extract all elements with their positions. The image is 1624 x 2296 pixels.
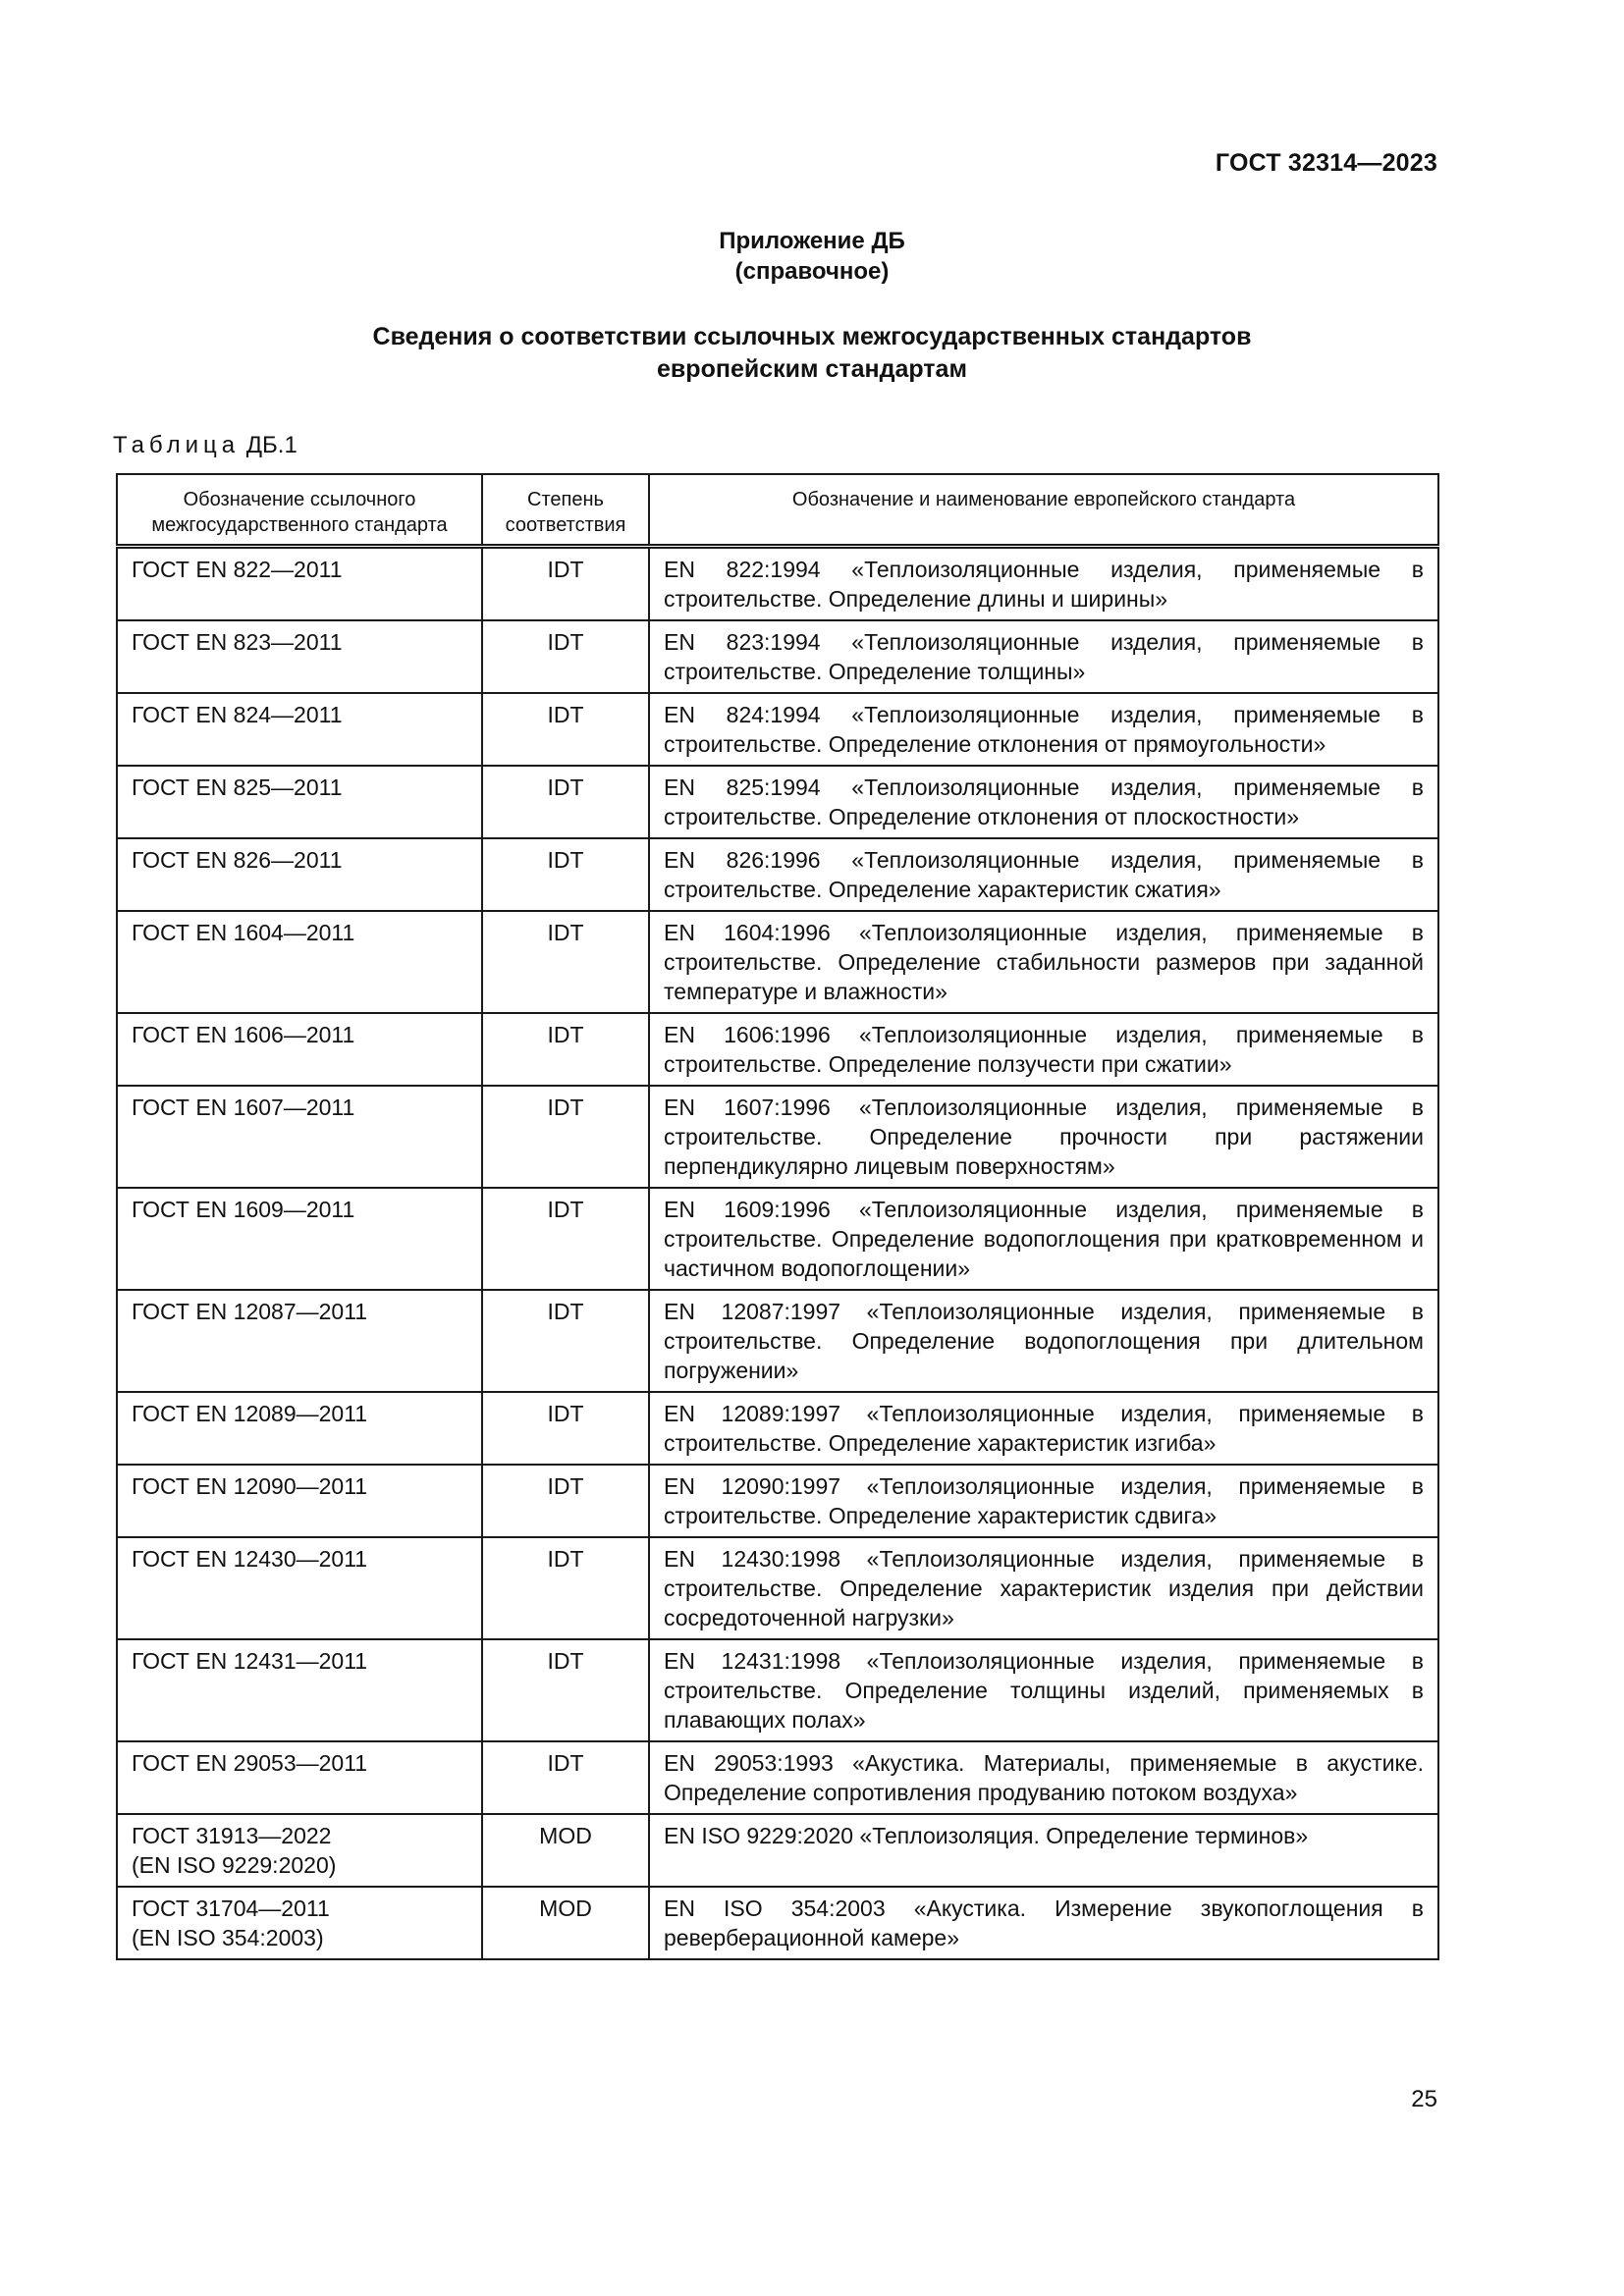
gost-designation: ГОСТ EN 826—2011 xyxy=(132,847,343,873)
cell-european-standard: EN 1604:1996 «Теплоизоляционные изделия, применяемые в строительстве. Определение стабильности размеров при заданной температуре и влажности» xyxy=(649,911,1438,1013)
section-title xyxy=(0,321,1624,386)
gost-designation: ГОСТ EN 12089—2011 xyxy=(132,1401,368,1426)
gost-designation: ГОСТ EN 823—2011 xyxy=(132,629,343,655)
cell-interstate-standard xyxy=(117,1887,482,1959)
cell-degree: IDT xyxy=(482,766,649,838)
gost-designation: ГОСТ EN 12087—2011 xyxy=(132,1299,368,1324)
table-row xyxy=(117,911,1438,1013)
cell-degree: IDT xyxy=(482,1188,649,1290)
cell-degree: IDT xyxy=(482,1086,649,1188)
table-caption xyxy=(113,432,298,459)
table-row xyxy=(117,1392,1438,1465)
table-caption-id: ДБ.1 xyxy=(245,432,298,458)
annex-heading xyxy=(0,226,1624,287)
gost-designation: ГОСТ 31704—2011 xyxy=(132,1896,330,1921)
table-caption-word: Таблица xyxy=(113,432,241,458)
gost-european-equivalent: (EN ISO 9229:2020) xyxy=(132,1852,337,1878)
cell-degree: IDT xyxy=(482,1537,649,1639)
gost-designation: ГОСТ EN 1607—2011 xyxy=(132,1095,355,1120)
cell-european-standard: EN ISO 354:2003 «Акустика. Измерение звукопоглощения в реверберационной камере» xyxy=(649,1887,1438,1959)
cell-interstate-standard xyxy=(117,547,482,621)
standards-table xyxy=(116,473,1439,1960)
header-european-standard: Обозначение и наименование европейского стандарта xyxy=(649,474,1438,547)
table-row xyxy=(117,1290,1438,1392)
cell-degree: MOD xyxy=(482,1887,649,1959)
cell-degree: IDT xyxy=(482,1013,649,1086)
cell-degree: IDT xyxy=(482,1639,649,1741)
section-title-line1: Сведения о соответствии ссылочных межгосударственных стандартов xyxy=(372,323,1252,350)
table-body xyxy=(117,547,1438,1960)
cell-european-standard: EN 12089:1997 «Теплоизоляционные изделия, применяемые в строительстве. Определение характеристик изгиба» xyxy=(649,1392,1438,1465)
cell-degree: IDT xyxy=(482,1392,649,1465)
table-row xyxy=(117,1188,1438,1290)
cell-european-standard: EN 1607:1996 «Теплоизоляционные изделия, применяемые в строительстве. Определение прочности при растяжении перпендикулярно лицевым поверхностям» xyxy=(649,1086,1438,1188)
cell-european-standard: EN 1606:1996 «Теплоизоляционные изделия, применяемые в строительстве. Определение ползучести при сжатии» xyxy=(649,1013,1438,1086)
table-row xyxy=(117,1086,1438,1188)
section-title-line2: европейским стандартам xyxy=(657,355,967,383)
table-row xyxy=(117,620,1438,693)
cell-european-standard: EN 29053:1993 «Акустика. Материалы, применяемые в акустике. Определение сопротивления продуванию потоком воздуха» xyxy=(649,1741,1438,1814)
cell-european-standard: EN 823:1994 «Теплоизоляционные изделия, применяемые в строительстве. Определение толщины» xyxy=(649,620,1438,693)
cell-interstate-standard xyxy=(117,1013,482,1086)
cell-degree: MOD xyxy=(482,1814,649,1887)
cell-european-standard: EN ISO 9229:2020 «Теплоизоляция. Определение терминов» xyxy=(649,1814,1438,1887)
cell-interstate-standard xyxy=(117,1392,482,1465)
gost-designation: ГОСТ EN 12431—2011 xyxy=(132,1648,368,1674)
table-row xyxy=(117,838,1438,911)
page-number: 25 xyxy=(1411,2086,1437,2112)
cell-degree: IDT xyxy=(482,838,649,911)
cell-interstate-standard xyxy=(117,1465,482,1537)
cell-european-standard: EN 12431:1998 «Теплоизоляционные изделия, применяемые в строительстве. Определение толщины изделий, применяемых в плавающих полах» xyxy=(649,1639,1438,1741)
cell-european-standard: EN 822:1994 «Теплоизоляционные изделия, применяемые в строительстве. Определение длины и ширины» xyxy=(649,547,1438,621)
annex-title: Приложение ДБ xyxy=(719,228,905,254)
table-row xyxy=(117,1537,1438,1639)
gost-designation: ГОСТ EN 1604—2011 xyxy=(132,920,355,945)
cell-european-standard: EN 826:1996 «Теплоизоляционные изделия, применяемые в строительстве. Определение характеристик сжатия» xyxy=(649,838,1438,911)
header-degree: Степень соответствия xyxy=(482,474,649,547)
gost-designation: ГОСТ EN 12430—2011 xyxy=(132,1546,368,1572)
table-row xyxy=(117,766,1438,838)
cell-interstate-standard xyxy=(117,620,482,693)
table-row xyxy=(117,1741,1438,1814)
cell-interstate-standard xyxy=(117,693,482,766)
table-row xyxy=(117,1639,1438,1741)
cell-interstate-standard xyxy=(117,1537,482,1639)
cell-degree: IDT xyxy=(482,547,649,621)
table-row xyxy=(117,1013,1438,1086)
table-row xyxy=(117,1814,1438,1887)
gost-designation: ГОСТ EN 12090—2011 xyxy=(132,1473,368,1499)
gost-designation: ГОСТ EN 822—2011 xyxy=(132,557,343,582)
cell-degree: IDT xyxy=(482,620,649,693)
header-interstate-standard: Обозначение ссылочного межгосударственного стандарта xyxy=(117,474,482,547)
cell-interstate-standard xyxy=(117,1086,482,1188)
table-row xyxy=(117,693,1438,766)
gost-european-equivalent: (EN ISO 354:2003) xyxy=(132,1925,324,1950)
gost-designation: ГОСТ EN 1606—2011 xyxy=(132,1022,355,1047)
cell-degree: IDT xyxy=(482,911,649,1013)
cell-european-standard: EN 12087:1997 «Теплоизоляционные изделия, применяемые в строительстве. Определение водопоглощения при длительном погружении» xyxy=(649,1290,1438,1392)
cell-european-standard: EN 12430:1998 «Теплоизоляционные изделия, применяемые в строительстве. Определение характеристик изделия при действии сосредоточенной нагрузки» xyxy=(649,1537,1438,1639)
table-row xyxy=(117,547,1438,621)
gost-designation: ГОСТ EN 1609—2011 xyxy=(132,1197,355,1222)
cell-interstate-standard xyxy=(117,1639,482,1741)
cell-european-standard: EN 825:1994 «Теплоизоляционные изделия, применяемые в строительстве. Определение отклонения от плоскостности» xyxy=(649,766,1438,838)
cell-interstate-standard xyxy=(117,1188,482,1290)
gost-designation: ГОСТ EN 29053—2011 xyxy=(132,1750,368,1776)
document-code: ГОСТ 32314—2023 xyxy=(1215,149,1437,177)
cell-interstate-standard xyxy=(117,1290,482,1392)
gost-designation: ГОСТ EN 824—2011 xyxy=(132,702,343,727)
cell-european-standard: EN 12090:1997 «Теплоизоляционные изделия, применяемые в строительстве. Определение характеристик сдвига» xyxy=(649,1465,1438,1537)
cell-interstate-standard xyxy=(117,766,482,838)
cell-interstate-standard xyxy=(117,838,482,911)
table-row xyxy=(117,1465,1438,1537)
cell-interstate-standard xyxy=(117,1741,482,1814)
table-row xyxy=(117,1887,1438,1959)
cell-european-standard: EN 824:1994 «Теплоизоляционные изделия, применяемые в строительстве. Определение отклонения от прямоугольности» xyxy=(649,693,1438,766)
cell-interstate-standard xyxy=(117,911,482,1013)
annex-status: (справочное) xyxy=(734,258,890,285)
gost-designation: ГОСТ EN 825—2011 xyxy=(132,774,343,800)
table-header-row xyxy=(117,474,1438,547)
cell-degree: IDT xyxy=(482,693,649,766)
cell-european-standard: EN 1609:1996 «Теплоизоляционные изделия, применяемые в строительстве. Определение водопоглощения при кратковременном и частичном водопоглощении» xyxy=(649,1188,1438,1290)
cell-degree: IDT xyxy=(482,1741,649,1814)
cell-degree: IDT xyxy=(482,1465,649,1537)
cell-degree: IDT xyxy=(482,1290,649,1392)
gost-designation: ГОСТ 31913—2022 xyxy=(132,1823,332,1848)
cell-interstate-standard xyxy=(117,1814,482,1887)
